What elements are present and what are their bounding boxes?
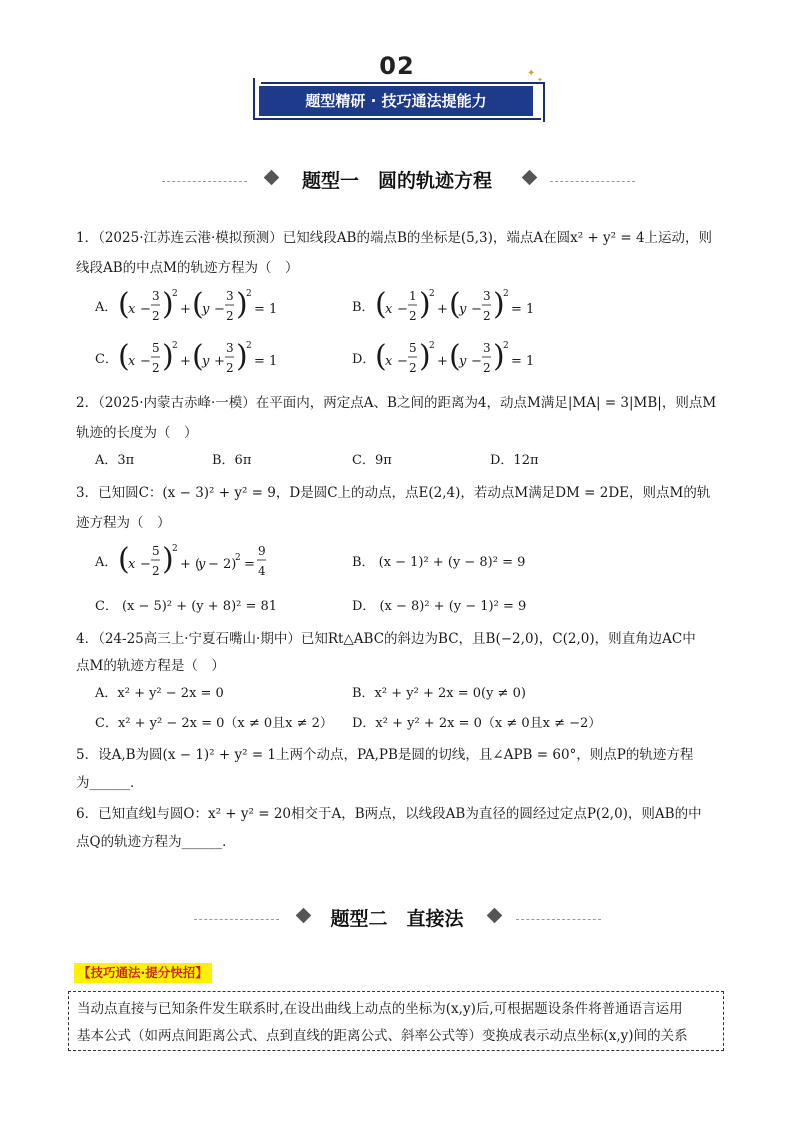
svg-text:9: 9: [258, 544, 266, 558]
svg-text:2: 2: [172, 341, 178, 351]
svg-text:−: −: [140, 354, 151, 369]
svg-text:−: −: [397, 354, 408, 369]
svg-text:): ): [419, 287, 431, 322]
svg-text:−: −: [471, 354, 482, 369]
q4-option-a: A．x² + y² − 2x = 0: [95, 686, 224, 701]
q4-line1: 4．（24-25高三上·宁夏石嘴山·期中）已知Rt△ABC的斜边为BC，且B(−2,0)，C(2,0)，则直角边AC中: [76, 631, 696, 647]
svg-text:(: (: [118, 339, 130, 374]
svg-text:x: x: [128, 302, 136, 317]
svg-text:y: y: [459, 302, 467, 317]
svg-text:x: x: [385, 302, 393, 317]
q3-line2: 迹方程为（ ）: [76, 515, 171, 531]
svg-text:= 1: = 1: [254, 302, 278, 317]
svg-text:= 1: = 1: [511, 302, 535, 317]
svg-text:−: −: [214, 302, 225, 317]
svg-text:3: 3: [152, 289, 160, 303]
svg-text:2: 2: [503, 289, 509, 299]
svg-text:5: 5: [152, 544, 160, 558]
q2-option-c: C．9π: [352, 453, 392, 468]
tip-line1: 当动点直接与已知条件发生联系时,在设出曲线上动点的坐标为(x,y)后,可根据题设条件将普通语言运用: [77, 1001, 683, 1017]
svg-text:(: (: [449, 339, 461, 374]
svg-text:(: (: [192, 287, 204, 322]
svg-text:2: 2: [235, 553, 241, 563]
svg-text:3: 3: [483, 289, 491, 303]
svg-text:2: 2: [152, 309, 160, 323]
q3-option-c-equation: (x − 5)² + (y + 8)² = 81: [121, 599, 278, 614]
q3-option-b-label: B．: [352, 555, 375, 570]
q4-option-b: B．x² + y² + 2x = 0(y ≠ 0): [352, 686, 526, 701]
q1-option-d-equation: [375, 339, 535, 384]
q3-line1: 3．已知圆C：(x − 3)² + y² = 9，D是圆C上的动点，点E(2,4)，若动点M满足DM = 2DE，则点M的轨: [76, 485, 711, 501]
svg-text:2: 2: [152, 361, 160, 375]
svg-text:y: y: [198, 557, 206, 572]
svg-text:x: x: [128, 557, 136, 572]
divider-right: [550, 181, 635, 182]
tip-line2: 基本公式（如两点间距离公式、点到直线的距离公式、斜率公式等）变换成表示动点坐标(x,y)间的关系: [77, 1028, 688, 1044]
svg-text:5: 5: [152, 341, 160, 355]
svg-text:2: 2: [246, 289, 252, 299]
q6-line1: 6．已知直线l与圆O：x² + y² = 20相交于A，B两点，以线段AB为直径的圆经过定点P(2,0)，则AB的中: [76, 806, 702, 822]
q1-line1: 1．（2025·江苏连云港·模拟预测）已知线段AB的端点B的坐标是(5,3)，端点A在圆x² + y² = 4上运动，则: [76, 230, 713, 246]
svg-text:−: −: [471, 302, 482, 317]
svg-text:−: −: [140, 557, 151, 572]
q2-option-a: A．3π: [95, 453, 135, 468]
q3-option-a-label: A．: [95, 555, 118, 570]
q1-option-a-equation: [118, 287, 278, 332]
q5-line1: 5．设A,B为圆(x − 1)² + y² = 1上两个动点，PA,PB是圆的切线，且∠APB = 60°，则点P的轨迹方程: [76, 747, 694, 763]
svg-text:): ): [162, 339, 174, 374]
svg-text:+ (: + (: [180, 557, 201, 572]
topic-title-1: 题型一 圆的轨迹方程: [301, 170, 492, 192]
svg-text:−: −: [140, 302, 151, 317]
svg-text:2: 2: [409, 361, 417, 375]
svg-text:+: +: [437, 302, 448, 317]
q3-option-d-equation: (x − 8)² + (y − 1)² = 9: [379, 599, 527, 614]
q4-line2: 点M的轨迹方程是（ ）: [76, 658, 225, 674]
svg-text:): ): [236, 339, 248, 374]
svg-text:2: 2: [483, 309, 491, 323]
topic-header-1: [0, 166, 794, 196]
svg-text:2: 2: [503, 341, 509, 351]
divider-right: [516, 919, 601, 920]
svg-text:+: +: [180, 302, 191, 317]
svg-text:y: y: [459, 354, 467, 369]
svg-text:3: 3: [226, 341, 234, 355]
svg-text:2: 2: [483, 361, 491, 375]
svg-text:y: y: [202, 302, 210, 317]
topic-header-2: [0, 904, 794, 934]
svg-text:(: (: [118, 287, 130, 322]
svg-text:x: x: [385, 354, 393, 369]
q1-option-a-label: A．: [95, 300, 118, 315]
svg-text:(: (: [192, 339, 204, 374]
svg-text:5: 5: [409, 341, 417, 355]
svg-text:1: 1: [409, 289, 417, 303]
q1-option-b-label: B．: [352, 300, 375, 315]
svg-text:): ): [493, 339, 505, 374]
svg-text:3: 3: [483, 341, 491, 355]
section-banner: [255, 68, 543, 118]
q3-option-c: [95, 597, 277, 617]
svg-text:): ): [493, 287, 505, 322]
svg-text:2: 2: [172, 544, 178, 554]
svg-text:x: x: [128, 354, 136, 369]
svg-text:3: 3: [226, 289, 234, 303]
q2-line2: 轨迹的长度为（ ）: [76, 425, 198, 441]
svg-text:2: 2: [172, 289, 178, 299]
topic-title-2: 题型二 直接法: [330, 908, 464, 930]
sparkle-icon: ✦: [527, 68, 536, 79]
q1-option-d-label: D．: [352, 352, 376, 367]
q1-option-c-equation: [118, 339, 278, 384]
q3-option-d-label: D．: [352, 599, 376, 614]
svg-text:): ): [419, 339, 431, 374]
section-number: 02: [379, 52, 415, 80]
q3-option-d: [352, 597, 526, 617]
svg-text:): ): [162, 287, 174, 322]
q1-option-c-label: C．: [95, 352, 118, 367]
tip-box: [68, 991, 724, 1051]
q5-line2: 为______．: [76, 775, 144, 791]
svg-text:2: 2: [429, 341, 435, 351]
svg-text:(: (: [375, 339, 387, 374]
q6-line2: 点Q的轨迹方程为______．: [76, 834, 236, 850]
svg-text:): ): [236, 287, 248, 322]
svg-text:2: 2: [246, 341, 252, 351]
q2-option-d: D．12π: [490, 453, 539, 468]
q3-option-a-equation: [118, 543, 268, 587]
svg-text:+: +: [214, 354, 225, 369]
q3-option-b: [352, 553, 525, 573]
svg-text:): ): [162, 542, 174, 577]
q3-option-b-equation: (x − 1)² + (y − 8)² = 9: [378, 555, 526, 570]
svg-text:+: +: [180, 354, 191, 369]
svg-text:2: 2: [429, 289, 435, 299]
svg-text:(: (: [375, 287, 387, 322]
svg-text:= 1: = 1: [254, 354, 278, 369]
svg-text:2: 2: [226, 361, 234, 375]
q1-option-b-equation: [375, 287, 535, 332]
q4-option-c: C．x² + y² − 2x = 0（x ≠ 0且x ≠ 2）: [95, 716, 333, 731]
svg-text:−: −: [397, 302, 408, 317]
q1-line2: 线段AB的中点M的轨迹方程为（ ）: [76, 260, 299, 276]
banner-title: 题型精研 · 技巧通法提能力: [259, 86, 533, 116]
svg-text:(: (: [118, 542, 130, 577]
tip-label: 【技巧通法·提分快招】: [74, 963, 212, 983]
q2-line1: 2．（2025·内蒙古赤峰·一模）在平面内，两定点A、B之间的距离为4，动点M满足|MA| = 3|MB|，则点M: [76, 395, 717, 411]
svg-text:= 1: = 1: [511, 354, 535, 369]
svg-text:y: y: [202, 354, 210, 369]
svg-text:4: 4: [258, 564, 266, 578]
svg-text:(: (: [449, 287, 461, 322]
svg-text:− 2): − 2): [208, 557, 237, 572]
q3-option-c-label: C．: [95, 599, 118, 614]
svg-text:=: =: [244, 557, 255, 572]
q2-option-b: B．6π: [212, 453, 252, 468]
q4-option-d: D．x² + y² + 2x = 0（x ≠ 0且x ≠ −2）: [352, 716, 602, 731]
sparkle-small-icon: ✦: [537, 76, 543, 84]
svg-text:2: 2: [409, 309, 417, 323]
svg-text:+: +: [437, 354, 448, 369]
svg-text:2: 2: [226, 309, 234, 323]
svg-text:2: 2: [152, 564, 160, 578]
